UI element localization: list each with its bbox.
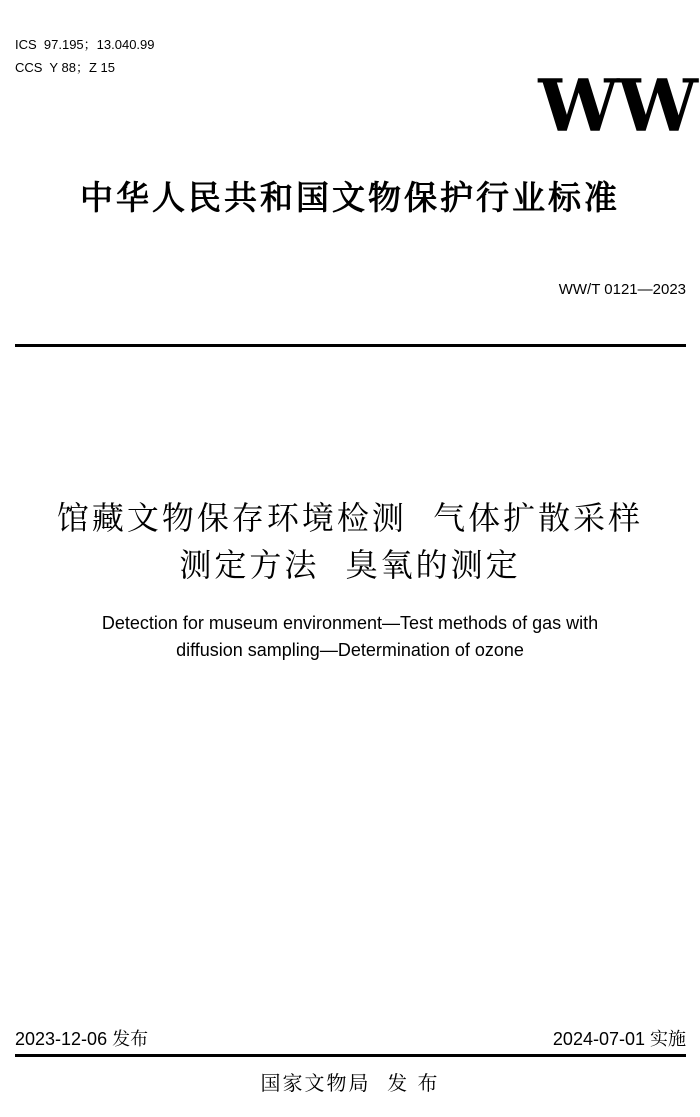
publisher: 国家文物局 发 布 xyxy=(260,1071,440,1095)
chinese-title-line-2: 测定方法 臭氧的测定 xyxy=(179,546,521,584)
bottom-divider xyxy=(15,1054,686,1057)
standard-category-title: 中华人民共和国文物保护行业标准 xyxy=(80,178,620,217)
ww-logo: WW xyxy=(538,63,696,148)
ccs-code: CCS Y 88；Z 15 xyxy=(15,60,115,75)
standard-number: WW/T 0121—2023 xyxy=(558,281,686,298)
english-title-line-2: diffusion sampling—Determination of ozone xyxy=(176,640,524,660)
top-divider xyxy=(15,344,686,347)
ics-code: ICS 97.195；13.040.99 xyxy=(15,37,155,52)
issue-date: 2023-12-06 发布 xyxy=(15,1029,149,1049)
implementation-date: 2024-07-01 实施 xyxy=(552,1029,686,1049)
english-title-line-1: Detection for museum environment—Test methods of gas with xyxy=(101,613,599,633)
chinese-title-line-1: 馆藏文物保存环境检测 气体扩散采样 xyxy=(56,499,644,537)
